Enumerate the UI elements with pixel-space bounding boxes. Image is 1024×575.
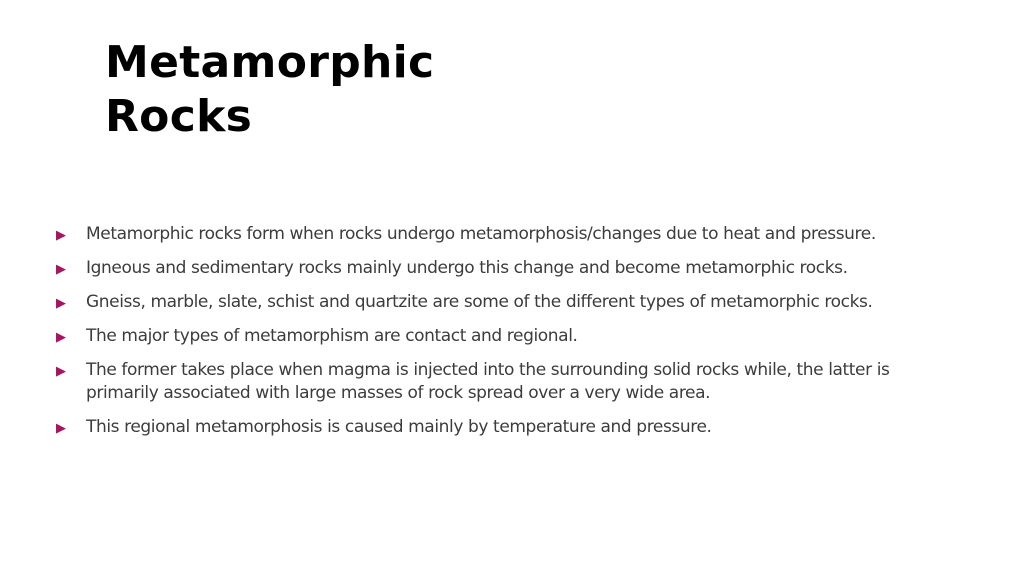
slide-title xyxy=(105,36,505,144)
list-item xyxy=(56,291,956,314)
triangle-bullet-icon: ▶ xyxy=(56,330,66,345)
title-line-2: Rocks xyxy=(105,91,253,142)
bullet-list xyxy=(56,223,956,439)
list-item xyxy=(56,359,956,405)
bullet-text: Gneiss, marble, slate, schist and quartzite are some of the different types of metamorphic rocks. xyxy=(86,292,873,312)
list-item xyxy=(56,223,956,246)
triangle-bullet-icon: ▶ xyxy=(56,364,66,379)
triangle-bullet-icon: ▶ xyxy=(56,228,66,243)
triangle-bullet-icon: ▶ xyxy=(56,421,66,436)
triangle-bullet-icon: ▶ xyxy=(56,296,66,311)
bullet-text: Igneous and sedimentary rocks mainly undergo this change and become metamorphic rocks. xyxy=(86,258,848,278)
bullet-text: The major types of metamorphism are contact and regional. xyxy=(86,326,578,346)
list-item xyxy=(56,416,956,439)
bullet-text: This regional metamorphosis is caused mainly by temperature and pressure. xyxy=(86,417,712,437)
list-item xyxy=(56,257,956,280)
title-line-1: Metamorphic xyxy=(105,37,435,88)
bullet-text: The former takes place when magma is injected into the surrounding solid rocks while, the latter is primarily associated with large masses of rock spread over a very wide area. xyxy=(86,360,890,403)
list-item xyxy=(56,325,956,348)
bullet-text: Metamorphic rocks form when rocks undergo metamorphosis/changes due to heat and pressure. xyxy=(86,224,876,244)
triangle-bullet-icon: ▶ xyxy=(56,262,66,277)
